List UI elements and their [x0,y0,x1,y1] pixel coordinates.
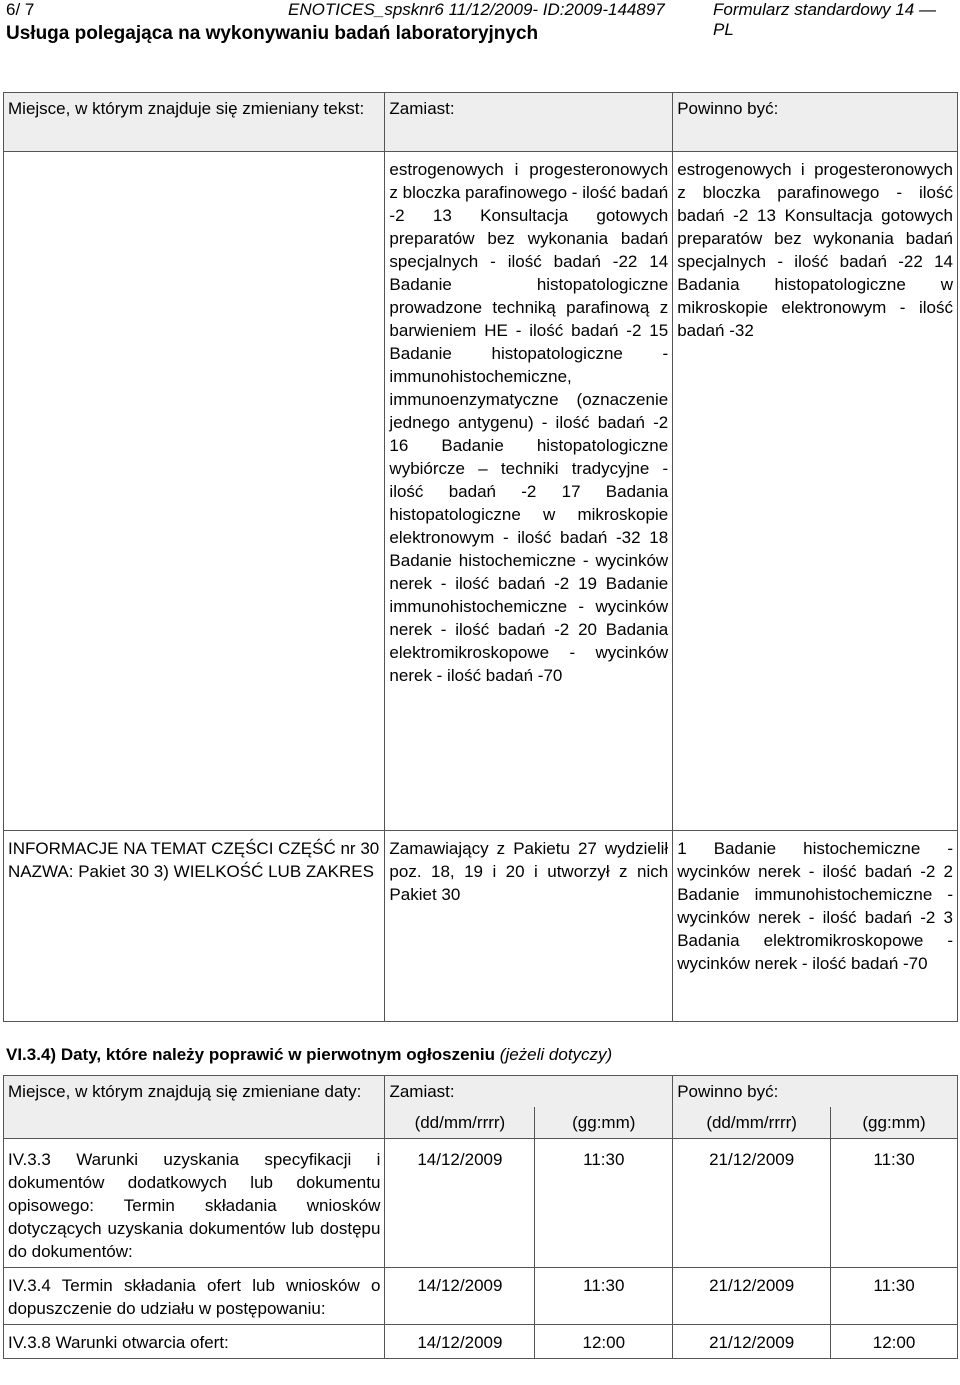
section-heading [6,1044,612,1066]
form-name: Formularz standardowy 14 — PL [713,0,936,39]
cell-should: 1 Badanie histochemiczne - wycinków nerek - ilość badań -2 2 Badanie immunohistochemiczne - wycinków nerek - ilość badań -2 3 Badania elektromikroskopowe - wycinków nerek - ilość badań -70 [673,831,958,1022]
cell-old-time: 12:00 [535,1325,673,1359]
header-should: Powinno być: [673,1076,958,1108]
section-title: Daty, które należy poprawić w pierwotnym ogłoszeniu [60,1045,496,1064]
subheader-time: (gg:mm) [831,1107,958,1139]
changed-text-table [3,92,958,1022]
document-id: ENOTICES_spsknr6 11/12/2009- ID:2009-144897 [288,0,665,19]
cell-instead: Zamawiający z Pakietu 27 wydzielił poz. 18, 19 i 20 i utworzył z nich Pakiet 30 [385,831,673,1022]
header-place: Miejsce, w którym znajdują się zmieniane daty: [4,1076,385,1139]
cell-old-date: 14/12/2009 [385,1325,535,1359]
cell-should: estrogenowych i progesteronowych z bloczka parafinowego - ilość badań -2 13 Konsultacja gotowych preparatów bez wykonania badań specjalnych - ilość badań -22 14 Badania histopatologiczne w mikroskopie elektronowym - ilość badań -32 [673,152,958,831]
cell-place [4,152,385,831]
changed-dates-table [3,1075,958,1359]
table-row [4,152,958,831]
cell-old-date: 14/12/2009 [385,1139,535,1268]
table-header-row [4,1076,958,1108]
cell-instead: estrogenowych i progesteronowych z bloczka parafinowego - ilość badań -2 13 Konsultacja gotowych preparatów bez wykonania badań specjalnych - ilość badań -22 14 Badanie histopatologiczne prowadzone techniką parafinową z barwieniem HE - ilość badań -2 15 Badanie histopatologiczne - immunohistochemiczne, immunoenzymatyczne (oznaczenie jednego antygenu) - ilość badań -2 16 Badanie histopatologiczne wybiórcze – techniki tradycyjne - ilość badań -2 17 Badania histopatologiczne w mikroskopie elektronowym - ilość badań -32 18 Badanie histochemiczne - wycinków nerek - ilość badań -2 19 Badanie immunohistochemiczne - wycinków nerek - ilość badań -2 20 Badania elektromikroskopowe - wycinków nerek - ilość badań -70 [385,152,673,831]
header-instead: Zamiast: [385,1076,673,1108]
header-instead: Zamiast: [385,93,673,152]
header-should: Powinno być: [673,93,958,152]
header-place: Miejsce, w którym znajduje się zmieniany tekst: [4,93,385,152]
cell-new-date: 21/12/2009 [673,1268,831,1325]
page-number: 6/ 7 [6,0,35,19]
cell-old-time: 11:30 [535,1268,673,1325]
cell-new-time: 11:30 [831,1268,958,1325]
cell-new-time: 12:00 [831,1325,958,1359]
table-row [4,1268,958,1325]
table-row [4,1139,958,1268]
subheader-date: (dd/mm/rrrr) [385,1107,535,1139]
cell-new-date: 21/12/2009 [673,1139,831,1268]
section-note: (jeżeli dotyczy) [499,1045,613,1064]
cell-new-time: 11:30 [831,1139,958,1268]
page-title: Usługa polegająca na wykonywaniu badań laboratoryjnych [6,23,539,44]
cell-place: IV.3.3 Warunki uzyskania specyfikacji i dokumentów dodatkowych lub dokumentu opisowego: Termin składania wniosków dotyczących uzyskania dokumentów lub dostępu do dokumentów: [4,1139,385,1268]
cell-place: IV.3.4 Termin składania ofert lub wniosków o dopuszczenie do udziału w postępowaniu: [4,1268,385,1325]
cell-place: IV.3.8 Warunki otwarcia ofert: [4,1325,385,1359]
cell-new-date: 21/12/2009 [673,1325,831,1359]
cell-old-time: 11:30 [535,1139,673,1268]
subheader-time: (gg:mm) [535,1107,673,1139]
cell-place: INFORMACJE NA TEMAT CZĘŚCI CZĘŚĆ nr 30 NAZWA: Pakiet 30 3) WIELKOŚĆ LUB ZAKRES [4,831,385,1022]
section-number: VI.3.4) [6,1045,57,1064]
subheader-date: (dd/mm/rrrr) [673,1107,831,1139]
table-row [4,831,958,1022]
cell-old-date: 14/12/2009 [385,1268,535,1325]
table-row [4,1325,958,1359]
table-header-row [4,93,958,152]
